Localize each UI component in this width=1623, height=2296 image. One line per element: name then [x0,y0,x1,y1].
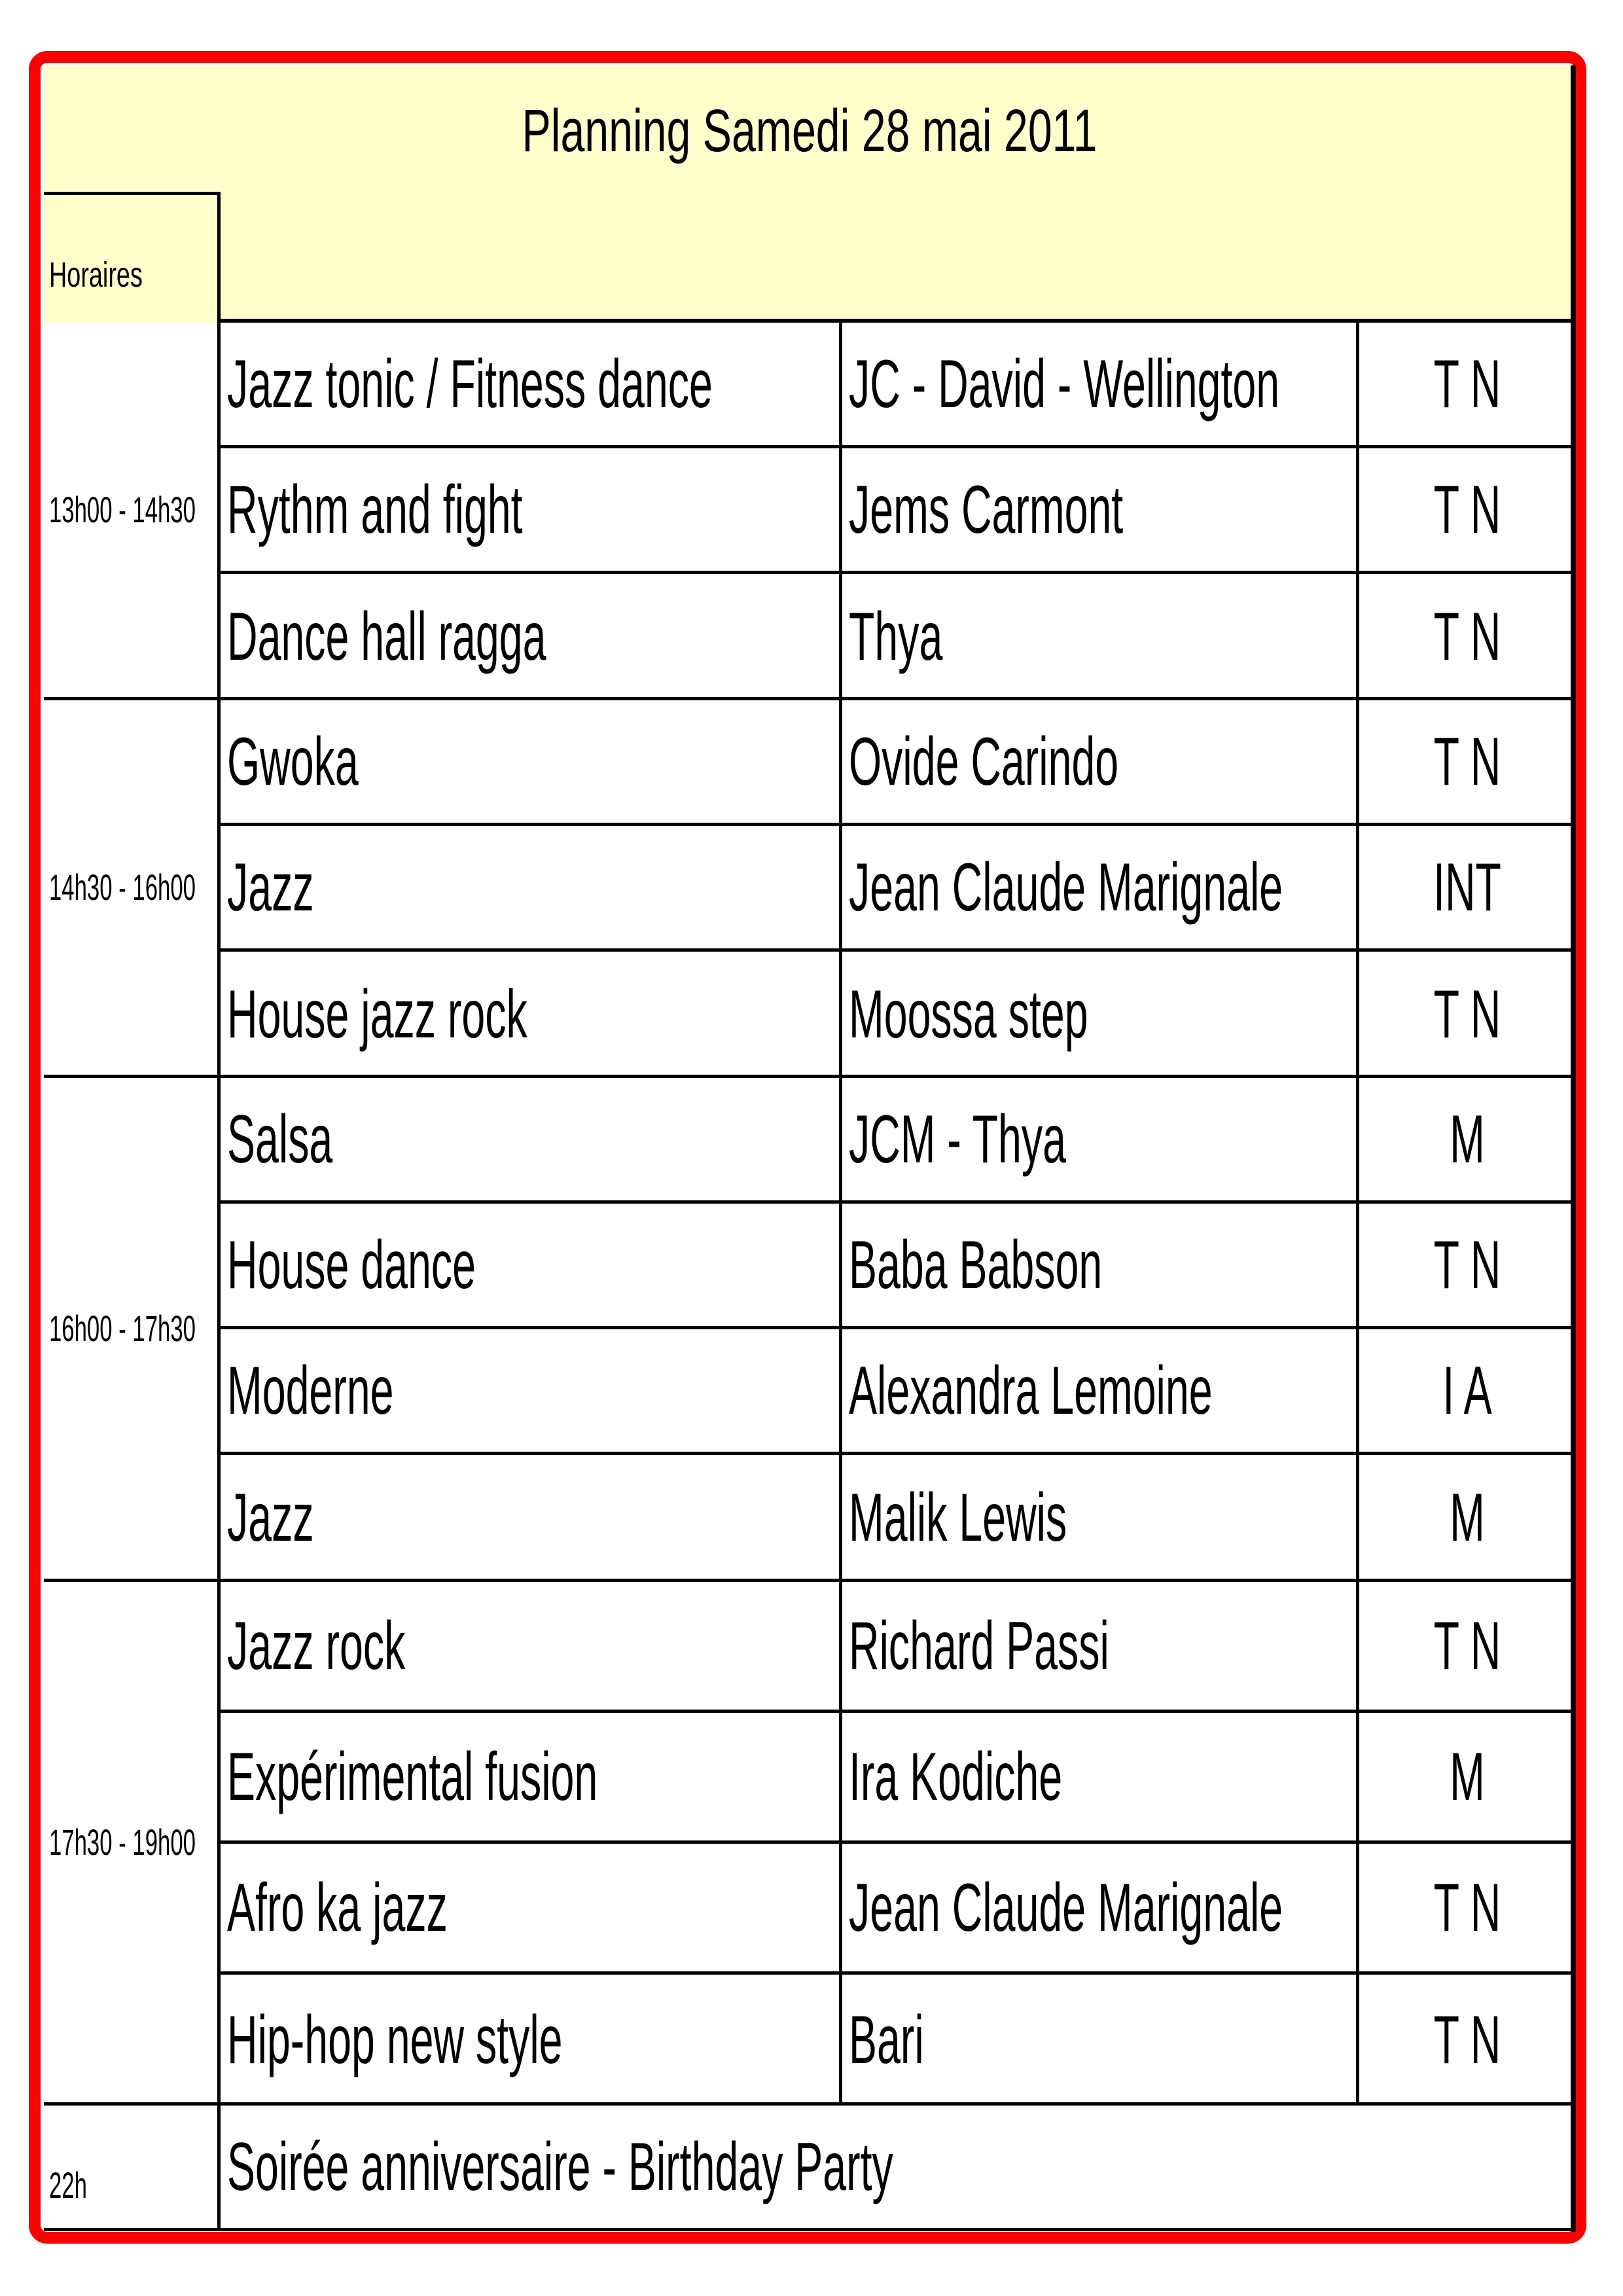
course-name: Rythm and fight [227,471,523,548]
level-code: M [1450,1480,1485,1556]
teacher-cell [842,826,1359,948]
time-slot-cell [44,700,221,1075]
time-slot [44,2106,1575,2231]
level-cell [1359,323,1575,445]
event-row [221,2106,1575,2228]
level-cell [1359,1713,1575,1840]
course-name: Expérimental fusion [227,1738,598,1815]
level-cell [1359,952,1575,1077]
course-name: Gwoka [227,723,359,800]
level-code: M [1450,1101,1485,1177]
course-name: House jazz rock [227,977,527,1052]
time-slot [44,700,1575,1078]
teacher-cell [842,1844,1359,1971]
course-cell [221,1078,842,1200]
teacher-name: JC - David - Wellington [849,346,1280,422]
level-cell [1359,826,1575,948]
teacher-cell [842,1204,1359,1326]
course-cell [221,1582,842,1710]
level-code: T N [1433,1227,1501,1303]
time-slot-label: 16h00 - 17h30 [49,1307,196,1349]
teacher-name: Bari [849,2002,924,2078]
teacher-name: Thya [849,599,943,675]
table-row [221,700,1575,826]
teacher-name: Malik Lewis [849,1480,1067,1556]
teacher-name: Ira Kodiche [849,1738,1063,1815]
course-name: Hip-hop new style [227,2002,563,2078]
level-code: M [1450,1738,1485,1815]
course-cell [221,952,842,1077]
table-row [221,448,1575,574]
page-title: Planning Samedi 28 mai 2011 [522,98,1097,164]
course-name: Jazz [227,1480,314,1556]
course-cell [221,1844,842,1971]
teacher-cell [842,700,1359,823]
time-slot-cell [44,323,221,697]
teacher-name: Ovide Carindo [849,723,1119,800]
level-code: I A [1442,1352,1492,1429]
course-cell [221,700,842,823]
time-column-header: Horaires [49,255,143,295]
level-cell [1359,1975,1575,2106]
table-row [221,323,1575,448]
teacher-name: Jems Carmont [849,471,1124,548]
teacher-name: Moossa step [849,977,1088,1052]
level-code: T N [1433,471,1501,548]
table-right-border [1571,65,1576,2232]
course-cell [221,826,842,948]
time-slot-label: 17h30 - 19h00 [49,1821,196,1863]
teacher-name: Jean Claude Marignale [849,849,1283,925]
course-name: Afro ka jazz [227,1869,448,1946]
course-cell [221,1455,842,1581]
level-code: T N [1433,2002,1501,2078]
level-cell [1359,1204,1575,1326]
teacher-cell [842,1975,1359,2106]
event-title: Soirée anniversaire - Birthday Party [227,2128,893,2205]
teacher-cell [842,1455,1359,1581]
time-slot [44,1582,1575,2106]
course-name: Salsa [227,1101,333,1177]
course-cell [221,574,842,700]
course-name: Moderne [227,1352,394,1429]
table-row [221,1078,1575,1204]
level-code: T N [1433,599,1501,675]
teacher-cell [842,448,1359,571]
teacher-cell [842,323,1359,445]
course-name: Jazz tonic / Fitness dance [227,346,713,422]
course-name: House dance [227,1227,476,1303]
course-name: Jazz rock [227,1607,406,1684]
time-slot-cell [44,1078,221,1579]
level-cell [1359,1455,1575,1581]
table-row [221,1455,1575,1581]
teacher-cell [842,952,1359,1077]
course-cell [221,1975,842,2106]
time-slot [44,323,1575,700]
teacher-name: Baba Babson [849,1227,1103,1303]
teacher-name: Alexandra Lemoine [849,1352,1213,1429]
table-row [221,1329,1575,1455]
course-cell [221,1329,842,1452]
level-code: T N [1433,723,1501,800]
level-code: INT [1433,849,1501,925]
table-row [221,1975,1575,2106]
teacher-cell [842,1713,1359,1840]
level-cell [1359,1078,1575,1200]
table-row [221,826,1575,952]
level-code: T N [1433,1869,1501,1946]
time-slot-label: 13h00 - 14h30 [49,489,196,530]
table-row [221,1713,1575,1844]
level-code: T N [1433,977,1501,1052]
time-slot [44,1078,1575,1582]
teacher-cell [842,1329,1359,1452]
level-code: T N [1433,1607,1501,1684]
table-row [221,1582,1575,1713]
table-row [221,574,1575,700]
level-cell [1359,700,1575,823]
level-code: T N [1433,346,1501,422]
course-cell [221,448,842,571]
level-cell [1359,1844,1575,1971]
time-slot-cell [44,2106,221,2228]
teacher-name: JCM - Thya [849,1101,1067,1177]
time-slot-label: 14h30 - 16h00 [49,867,196,908]
table-row [221,1204,1575,1329]
course-name: Jazz [227,849,314,925]
level-cell [1359,1329,1575,1452]
time-slot-label: 22h [49,2164,87,2206]
level-cell [1359,448,1575,571]
course-cell [221,323,842,445]
level-cell [1359,1582,1575,1710]
teacher-name: Jean Claude Marignale [849,1869,1283,1946]
teacher-name: Richard Passi [849,1607,1109,1684]
table-row [221,1844,1575,1975]
teacher-cell [842,1582,1359,1710]
time-slot-cell [44,1582,221,2102]
course-cell [221,1713,842,1840]
course-cell [221,1204,842,1326]
teacher-cell [842,1078,1359,1200]
table-row [221,952,1575,1077]
level-cell [1359,574,1575,700]
teacher-cell [842,574,1359,700]
course-name: Dance hall ragga [227,599,546,675]
